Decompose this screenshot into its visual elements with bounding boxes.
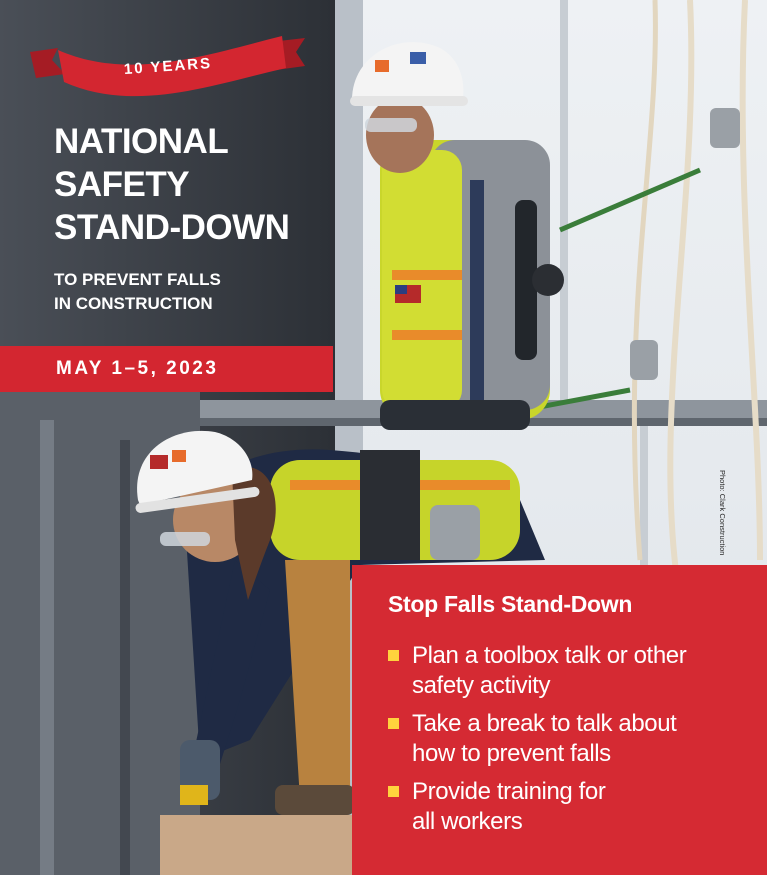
title-line: STAND-DOWN [54, 208, 290, 247]
list-item [388, 709, 748, 769]
ribbon-label: 10 YEARS [123, 54, 213, 79]
photo-credit: Photo: Clark Construction [718, 470, 727, 556]
bullet-square-icon [388, 786, 399, 797]
bullet-text-line1: Provide training for [412, 778, 606, 805]
list-item [388, 777, 748, 837]
info-box [352, 565, 767, 875]
event-date: MAY 1–5, 2023 [56, 358, 219, 379]
bullet-text-line2: how to prevent falls [412, 740, 611, 767]
list-item [388, 641, 748, 701]
bullet-text-line2: all workers [412, 808, 523, 835]
date-band [0, 346, 333, 392]
bullet-square-icon [388, 650, 399, 661]
bullet-text-line1: Plan a toolbox talk or other [412, 642, 687, 669]
bullet-square-icon [388, 718, 399, 729]
page-title [54, 120, 334, 249]
info-heading: Stop Falls Stand-Down [388, 591, 633, 617]
subtitle-line: TO PREVENT FALLS [54, 270, 221, 289]
bullet-text-line1: Take a break to talk about [412, 710, 677, 737]
title-line: SAFETY [54, 165, 190, 204]
title-line: NATIONAL [54, 122, 229, 161]
subtitle-line: IN CONSTRUCTION [54, 294, 213, 313]
bullet-list [388, 641, 748, 845]
subtitle [54, 268, 221, 316]
bullet-text-line2: safety activity [412, 672, 551, 699]
